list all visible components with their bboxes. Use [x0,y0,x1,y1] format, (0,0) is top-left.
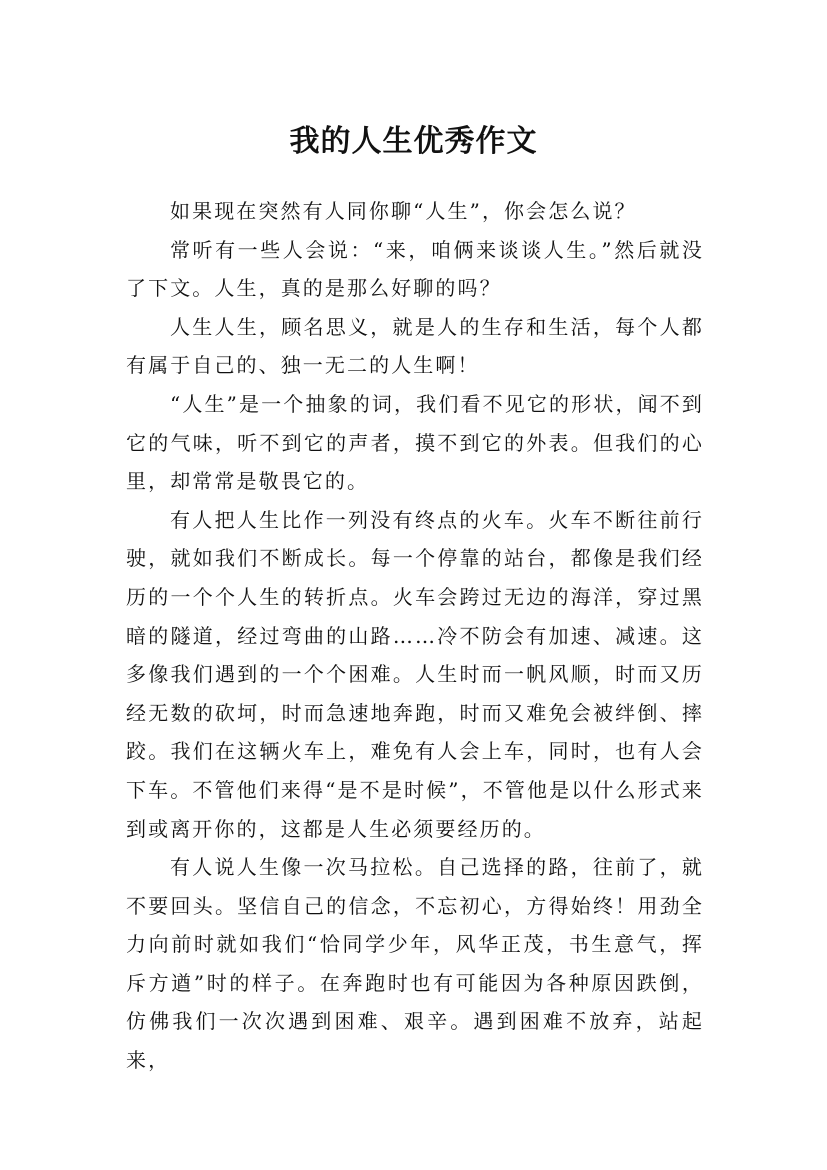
paragraph: 常听有一些人会说：“来，咱俩来谈谈人生。”然后就没了下文。人生，真的是那么好聊的吗？ [126,237,704,301]
paragraph: 人生人生，顾名思义，就是人的生存和生活，每个人都有属于自己的、独一无二的人生啊！ [126,314,704,378]
document-title: 我的人生优秀作文 [289,124,538,160]
paragraph: 有人说人生像一次马拉松。自己选择的路，往前了，就不要回头。坚信自己的信念，不忘初心，方得始终！用劲全力向前时就如我们“恰同学少年，风华正茂，书生意气，挥斥方遒”时的样子。在奔跑时也有可能因为各种原因跌倒，仿佛我们一次次遇到困难、艰辛。遇到困难不放弃，站起来， [126,855,704,1073]
paragraph: 如果现在突然有人同你聊“人生”，你会怎么说？ [170,199,637,223]
paragraph: 有人把人生比作一列没有终点的火车。火车不断往前行驶，就如我们不断成长。每一个停靠的站台，都像是我们经历的一个个人生的转折点。火车会跨过无边的海洋，穿过黑暗的隧道，经过弯曲的山路……冷不防会有加速、减速。这多像我们遇到的一个个困难。人生时而一帆风顺，时而又历经无数的砍坷，时而急速地奔跑，时而又难免会被绊倒、摔跤。我们在这辆火车上，难免有人会上车，同时，也有人会下车。不管他们来得“是不是时候”，不管他是以什么形式来到或离开你的，这都是人生必须要经历的。 [126,507,704,841]
document-body [126,192,704,1080]
paragraph: “人生”是一个抽象的词，我们看不见它的形状，闻不到它的气味，听不到它的声者，摸不到它的外表。但我们的心里，却常常是敬畏它的。 [126,391,704,494]
